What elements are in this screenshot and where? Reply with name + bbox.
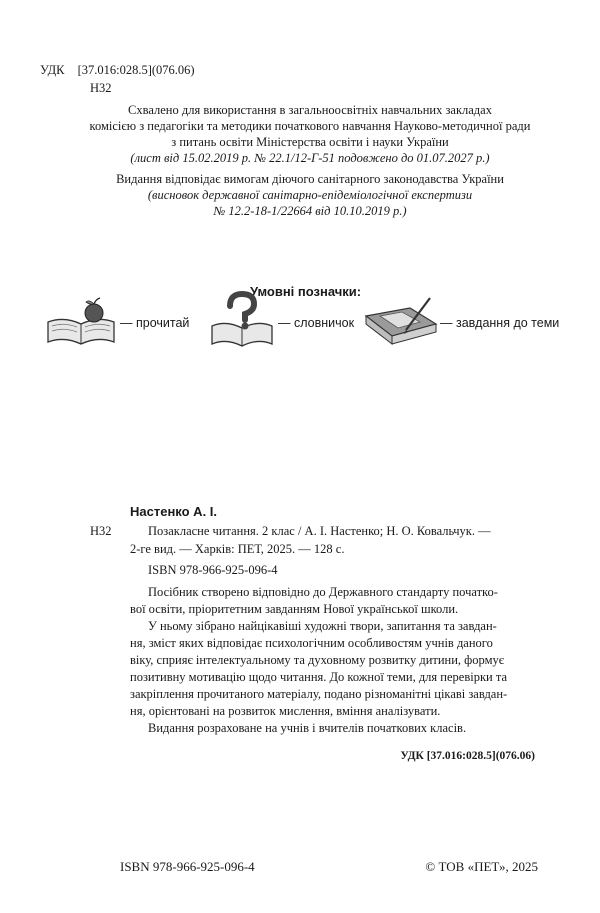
annotation-line: віку, сприяє інтелектуальному та духовному розвитку дитини, формує [130,653,505,667]
catalog-sign: Н32 [90,524,112,538]
approval-line-3: з питань освіти Міністерства освіти і науки України [171,135,449,149]
annotation-line: позитивну мотивацію щодо читання. До кожної теми, для перевірки та [130,670,508,684]
annotation-line: ня, зміст яких відповідає психологічним особливостям учнів даного [130,636,493,650]
notebook-pen-icon [362,294,440,350]
approval-line-2: комісією з педагогіки та методики початкового навчання Науково-методичної ради [89,119,531,133]
book-question-icon [208,290,276,350]
udc-label: УДК [40,63,65,77]
legend-label-read: — прочитай [120,316,190,330]
catalog-annotation [130,584,535,737]
udc-header [40,62,195,79]
catalog-isbn: ISBN 978-966-925-096-4 [148,563,278,577]
annotation-line: ня, орієнтовані на розвиток мислення, вміння аналізувати. [130,704,441,718]
author-sign: Н32 [90,81,112,95]
legend-label-dictionary: — словничок [278,316,355,330]
catalog-author: Настенко А. І. [130,504,218,519]
udc-code: [37.016:028.5](076.06) [77,63,195,77]
footer-copyright: © ТОВ «ПЕТ», 2025 [425,859,538,874]
book-apple-icon [44,296,118,350]
catalog-desc-line-1: Позакласне читання. 2 клас / А. І. Настенко; Н. О. Ковальчук. — [148,524,491,538]
approval-line-5: Видання відповідає вимогам діючого санітарного законодавства України [116,172,504,186]
footer-isbn: ISBN 978-966-925-096-4 [120,859,255,874]
annotation-line: Посібник створено відповідно до Державного стандарту початко- [148,585,498,599]
catalog-desc-line-2: 2-ге вид. — Харків: ПЕТ, 2025. — 128 с. [130,542,345,556]
annotation-line: закріплення прочитаного матеріалу, подано різноманітні цікаві завдан- [130,687,508,701]
legend-label-task: — завдання до теми [440,316,560,330]
approval-line-6: (висновок державної санітарно-епідеміологічної експертизи [147,188,473,202]
catalog-udc: УДК [37.016:028.5](076.06) [400,750,535,762]
annotation-line: У ньому зібрано найцікавіші художні твори, запитання та завдан- [148,619,497,633]
approval-line-1: Схвалено для використання в загальноосвітніх навчальних закладах [128,103,492,117]
annotation-line: Видання розраховане на учнів і вчителів початкових класів. [148,721,467,735]
annotation-line: вої освіти, пріоритетним завданням Нової української школи. [130,602,459,616]
approval-line-4: (лист від 15.02.2019 р. № 22.1/12-Г-51 подовжено до 01.07.2027 р.) [130,151,490,165]
legend-title: Умовні позначки: [250,284,362,299]
approval-line-7: № 12.2-18-1/22664 від 10.10.2019 р.) [213,204,407,218]
